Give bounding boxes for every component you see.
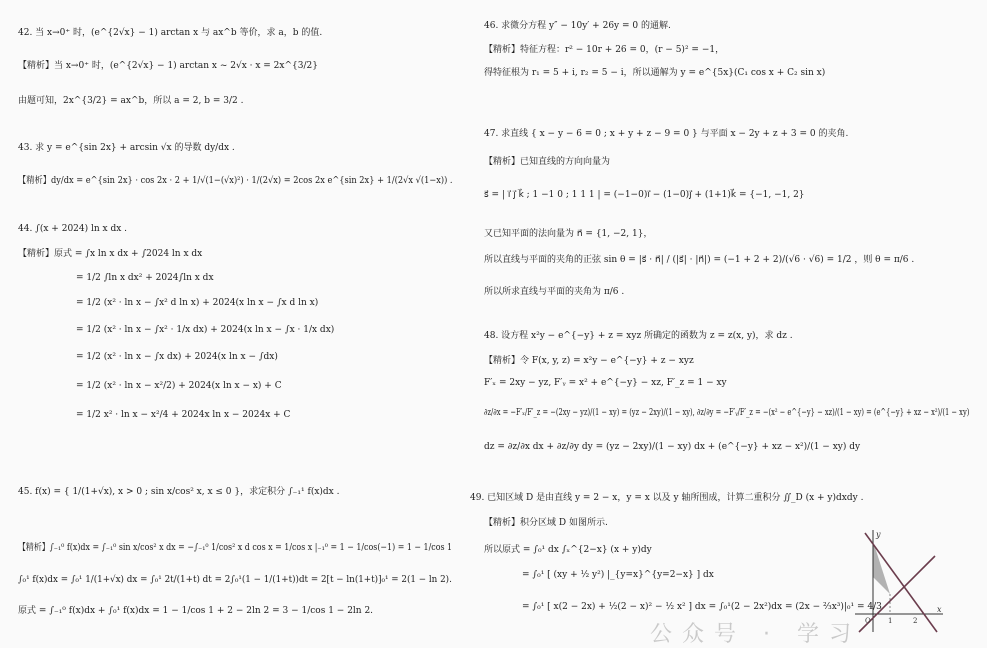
p48-s1: 【精析】令 F(x, y, z) = x²y − e^{−y} + z − xyz	[484, 356, 694, 366]
p47-s2: s⃗ = | i⃗ j⃗ k⃗ ; 1 −1 0 ; 1 1 1 | = (−1−0)i⃗ − (1−0)j⃗ + (1+1)k⃗ = {−1, −1, 2}	[484, 190, 805, 200]
tick-1-label: 1	[888, 617, 893, 625]
p48-q: 48. 设方程 x²y − e^{−y} + z = xyz 所确定的函数为 z = z(x, y)，求 dz .	[484, 331, 793, 341]
p44-s1: 【精析】原式 = ∫x ln x dx + ∫2024 ln x dx	[18, 249, 203, 259]
p47-s1: 【精析】已知直线的方向向量为	[484, 157, 611, 167]
p42-s2: 由题可知，2x^{3/2} = ax^b，所以 a = 2, b = 3/2 .	[18, 96, 244, 106]
p43-q: 43. 求 y = e^{sin 2x} + arcsin √x 的导数 dy/dx .	[18, 143, 235, 153]
p45-s2: ∫₀¹ f(x)dx = ∫₀¹ 1/(1+√x) dx = ∫₀¹ 2t/(1+t) dt = 2∫₀¹(1 − 1/(1+t))dt = 2[t − ln(1+t)]₀¹ = 2(1 − ln 2).	[18, 575, 452, 585]
p47-s3: 又已知平面的法向量为 n⃗ = {1, −2, 1}，	[484, 229, 653, 239]
p44-s3: = 1/2 (x² · ln x − ∫x² d ln x) + 2024(x ln x − ∫x d ln x)	[76, 298, 319, 308]
p42-s1: 【精析】当 x→0⁺ 时，(e^{2√x} − 1) arctan x ~ 2√x · x = 2x^{3/2}	[18, 61, 318, 71]
p46-s2: 得特征根为 r₁ = 5 + i, r₂ = 5 − i，所以通解为 y = e^{5x}(C₁ cos x + C₂ sin x)	[484, 68, 826, 78]
y-axis-label: y	[876, 530, 881, 539]
p43-s1: 【精析】dy/dx = e^{sin 2x} · cos 2x · 2 + 1/√(1−(√x)²) · 1/(2√x) = 2cos 2x e^{sin 2x} + 1/(2√x √(1−x)) .	[18, 176, 453, 186]
p46-s1: 【精析】特征方程：r² − 10r + 26 = 0，(r − 5)² = −1，	[484, 45, 725, 55]
p49-s2: 所以原式 = ∫₀¹ dx ∫ₓ^{2−x} (x + y)dy	[484, 545, 652, 555]
p46-q: 46. 求微分方程 y″ − 10y′ + 26y = 0 的通解.	[484, 21, 671, 31]
p44-s5: = 1/2 (x² · ln x − ∫x dx) + 2024(x ln x − ∫dx)	[76, 352, 278, 362]
line-y-eq-2-minus-x	[865, 533, 937, 632]
p49-s3: = ∫₀¹ [ (xy + ½ y²) |_{y=x}^{y=2−x} ] dx	[522, 570, 714, 580]
p44-s7: = 1/2 x² · ln x − x²/4 + 2024x ln x − 2024x + C	[76, 410, 291, 420]
x-axis-label: x	[937, 605, 942, 614]
p45-q: 45. f(x) = { 1/(1+√x), x > 0 ; sin x/cos² x, x ≤ 0 }，求定积分 ∫₋₁¹ f(x)dx .	[18, 487, 340, 497]
p44-s4: = 1/2 (x² · ln x − ∫x² · 1/x dx) + 2024(x ln x − ∫x · 1/x dx)	[76, 325, 335, 335]
p49-q: 49. 已知区域 D 是由直线 y = 2 − x，y = x 以及 y 轴所围成，计算二重积分 ∬_D (x + y)dxdy .	[470, 493, 864, 503]
p47-s5: 所以所求直线与平面的夹角为 π/6 .	[484, 287, 625, 297]
p42-q: 42. 当 x→0⁺ 时，(e^{2√x} − 1) arctan x 与 ax^b 等价，求 a，b 的值.	[18, 28, 323, 38]
p49-s1: 【精析】积分区域 D 如图所示.	[484, 518, 608, 528]
p45-s1: 【精析】∫₋₁⁰ f(x)dx = ∫₋₁⁰ sin x/cos² x dx = −∫₋₁⁰ 1/cos² x d cos x = 1/cos x |₋₁⁰ = 1 − 1/cos(−1) = 1 − 1/cos 1	[18, 543, 453, 553]
p47-q: 47. 求直线 { x − y − 6 = 0 ; x + y + z − 9 = 0 } 与平面 x − 2y + z + 3 = 0 的夹角.	[484, 129, 849, 139]
p48-s3: ∂z/∂x = −F′ₓ/F′_z = −(2xy − yz)/(1 − xy) = (yz − 2xy)/(1 − xy), ∂z/∂y = −F′ᵧ/F′_z = −(x² − e^{−y} − xz)/(1 − xy) = (e^{−y} + xz − x²)/(1 − xy)	[484, 408, 970, 418]
tick-2-label: 2	[913, 617, 918, 625]
p44-s6: = 1/2 (x² · ln x − x²/2) + 2024(x ln x − x) + C	[76, 381, 282, 391]
shaded-region-d	[873, 541, 890, 594]
p48-s4: dz = ∂z/∂x dx + ∂z/∂y dy = (yz − 2xy)/(1 − xy) dx + (e^{−y} + xz − x²)/(1 − xy) dy	[484, 442, 861, 452]
p48-s2: F′ₓ = 2xy − yz, F′ᵧ = x² + e^{−y} − xz, F′_z = 1 − xy	[484, 378, 727, 388]
origin-label: O	[865, 617, 871, 625]
left-column	[0, 0, 470, 635]
watermark: 公众号 · 学习	[650, 622, 861, 647]
p49-s4: = ∫₀¹ [ x(2 − 2x) + ½(2 − x)² − ½ x² ] dx = ∫₀¹(2 − 2x²)dx = (2x − ⅔x³)|₀¹ = 4/3	[522, 602, 882, 612]
p44-s2: = 1/2 ∫ln x dx² + 2024∫ln x dx	[76, 273, 214, 283]
p47-s4: 所以直线与平面的夹角的正弦 sin θ = |s⃗ · n⃗| / (|s⃗| · |n⃗|) = (−1 + 2 + 2)/(√6 · √6) = 1/2 ，则 θ = π/6 .	[484, 255, 915, 265]
p44-q: 44. ∫(x + 2024) ln x dx .	[18, 224, 128, 234]
p45-s3: 原式 = ∫₋₁⁰ f(x)dx + ∫₀¹ f(x)dx = 1 − 1/cos 1 + 2 − 2ln 2 = 3 − 1/cos 1 − 2ln 2.	[18, 606, 374, 616]
